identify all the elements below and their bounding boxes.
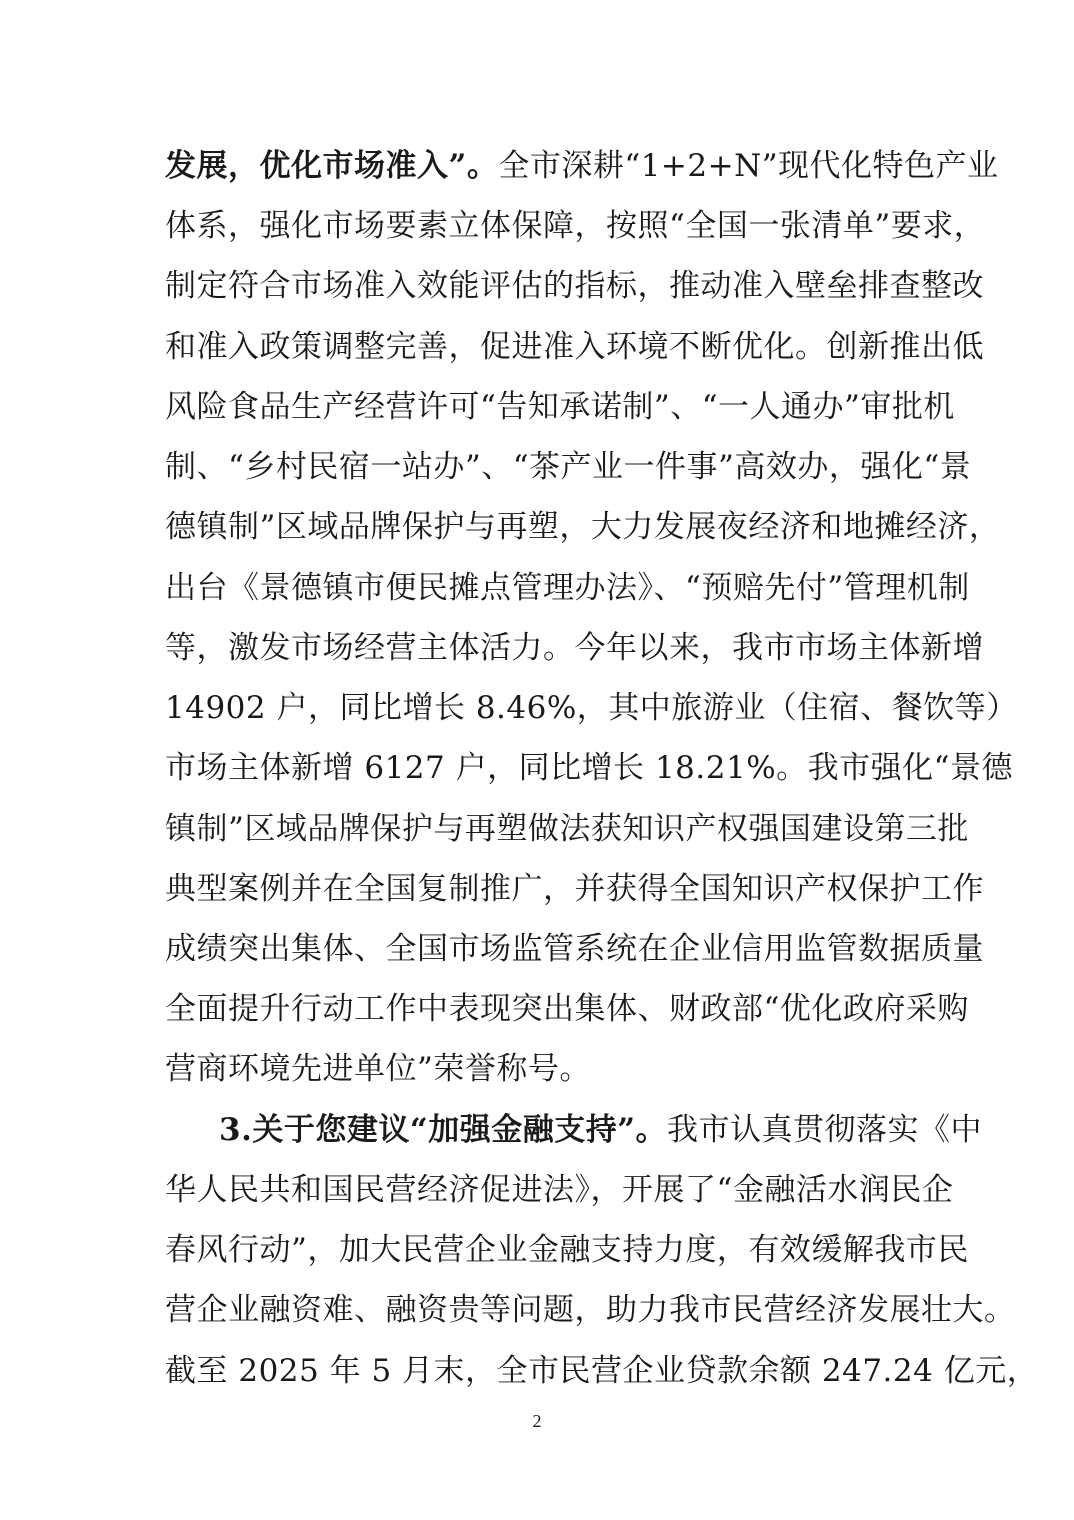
text-line-12: 镇制”区域品牌保护与再塑做法获知识产权强国建设第三批 bbox=[165, 811, 969, 847]
text-line-3: 制定符合市场准入效能评估的指标，推动准入壁垒排查整改 bbox=[165, 268, 984, 304]
page-number: 2 bbox=[532, 1411, 542, 1431]
text-line-19: 春风行动”，加大民营企业金融支持力度，有效缓解我市民 bbox=[165, 1232, 969, 1268]
text-line-2: 体系，强化市场要素立体保障，按照“全国一张清单”要求， bbox=[165, 208, 986, 244]
text-line-1 bbox=[165, 136, 999, 196]
text-line-20: 营企业融资难、融资贵等问题，助力我市民营经济发展壮大。 bbox=[165, 1292, 1016, 1328]
text-line-13: 典型案例并在全国复制推广，并获得全国知识产权保护工作 bbox=[165, 871, 984, 907]
text-run: 我市认真贯彻落实《中 bbox=[667, 1112, 983, 1148]
bold-heading-run: 发展，优化市场准入”。 bbox=[165, 148, 499, 184]
text-line-9: 等，激发市场经营主体活力。今年以来，我市市场主体新增 bbox=[165, 630, 984, 666]
text-line-8: 出台《景德镇市便民摊点管理办法》、“预赔先付”管理机制 bbox=[165, 570, 970, 606]
text-line-7: 德镇制”区域品牌保护与再塑，大力发展夜经济和地摊经济， bbox=[165, 509, 1001, 545]
text-line-6: 制、“乡村民宿一站办”、“茶产业一件事”高效办，强化“景 bbox=[165, 449, 972, 485]
text-line-18: 华人民共和国民营经济促进法》，开展了“金融活水润民企 bbox=[165, 1172, 954, 1208]
text-run: 全市深耕“1+2+N”现代化特色产业 bbox=[498, 148, 999, 184]
text-line-15: 全面提升行动工作中表现突出集体、财政部“优化政府采购 bbox=[165, 991, 969, 1027]
text-line-5: 风险食品生产经营许可“告知承诺制”、“一人通办”审批机 bbox=[165, 389, 955, 425]
text-line-11: 市场主体新增 6127 户，同比增长 18.21%。我市强化“景德 bbox=[165, 750, 1014, 786]
text-line-17 bbox=[219, 1100, 983, 1160]
text-line-21: 截至 2025 年 5 月末，全市民营企业贷款余额 247.24 亿元， bbox=[165, 1353, 1039, 1389]
text-line-10: 14902 户，同比增长 8.46%，其中旅游业（住宿、餐饮等） bbox=[165, 690, 1018, 726]
bold-heading-run: 3.关于您建议“加强金融支持”。 bbox=[219, 1112, 668, 1148]
text-line-14: 成绩突出集体、全国市场监管系统在企业信用监管数据质量 bbox=[165, 931, 984, 967]
text-line-4: 和准入政策调整完善，促进准入环境不断优化。创新推出低 bbox=[165, 329, 984, 365]
text-line-16: 营商环境先进单位”荣誉称号。 bbox=[165, 1051, 591, 1087]
